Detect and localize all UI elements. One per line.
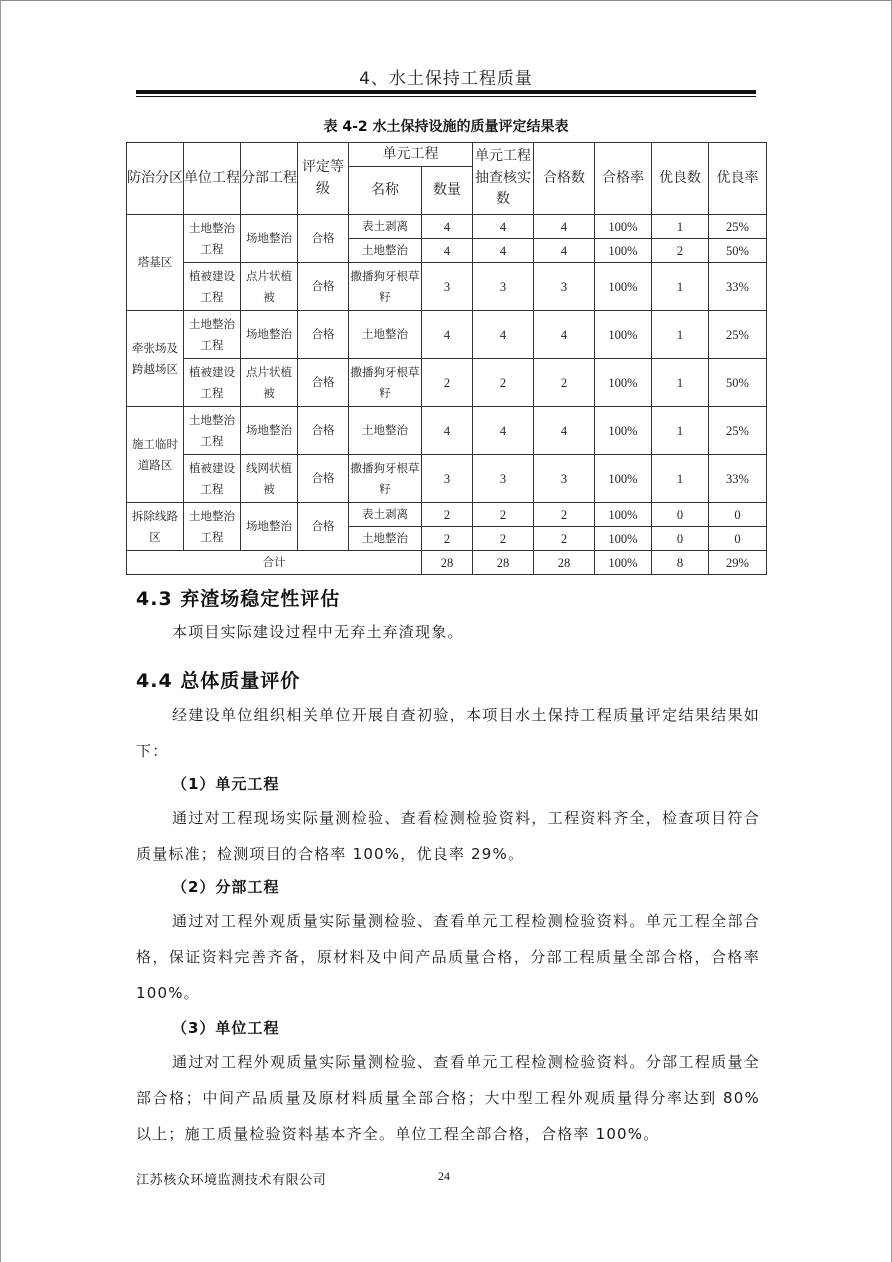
sampled-cell: 4: [473, 239, 534, 263]
unit-cell: 土地整治工程: [184, 311, 241, 359]
page-edge-left: [0, 0, 1, 1262]
element-name-cell: 土地整治: [349, 239, 422, 263]
qualified-cell: 4: [534, 311, 595, 359]
division-cell: 点片状植被: [241, 263, 298, 311]
header-rule-thick: [136, 90, 756, 94]
sampled-cell: 2: [473, 359, 534, 407]
total-qualified-rate: 100%: [595, 551, 652, 575]
unit-cell: 土地整治工程: [184, 407, 241, 455]
qualified-rate-cell: 100%: [595, 263, 652, 311]
page-number: 24: [438, 1169, 450, 1183]
excellent-rate-cell: 25%: [709, 311, 767, 359]
total-excellent-rate: 29%: [709, 551, 767, 575]
grade-cell: 合格: [298, 263, 349, 311]
division-cell: 场地整治: [241, 311, 298, 359]
qualified-cell: 4: [534, 239, 595, 263]
excellent-cell: 1: [652, 311, 709, 359]
excellent-rate-cell: 50%: [709, 239, 767, 263]
header-rule-thin: [136, 96, 756, 97]
header-element: 单元工程: [349, 143, 473, 167]
header-zone: 防治分区: [127, 143, 184, 215]
unit-cell: 植被建设工程: [184, 263, 241, 311]
excellent-cell: 0: [652, 503, 709, 527]
count-cell: 4: [422, 311, 473, 359]
grade-cell: 合格: [298, 311, 349, 359]
qualified-rate-cell: 100%: [595, 503, 652, 527]
total-excellent: 8: [652, 551, 709, 575]
element-name-cell: 撒播狗牙根草籽: [349, 263, 422, 311]
unit-cell: 土地整治工程: [184, 503, 241, 551]
section-4-4-heading: 4.4 总体质量评价: [136, 670, 301, 692]
qualified-cell: 4: [534, 407, 595, 455]
element-name-cell: 表土剥离: [349, 503, 422, 527]
total-count: 28: [422, 551, 473, 575]
unit-cell: 植被建设工程: [184, 455, 241, 503]
zone-cell: 牵张场及跨越场区: [127, 311, 184, 407]
qualified-rate-cell: 100%: [595, 359, 652, 407]
division-cell: 线网状植被: [241, 455, 298, 503]
excellent-rate-cell: 33%: [709, 263, 767, 311]
grade-cell: 合格: [298, 455, 349, 503]
excellent-cell: 1: [652, 359, 709, 407]
qualified-cell: 2: [534, 359, 595, 407]
sampled-cell: 3: [473, 263, 534, 311]
footer-company: 江苏核众环境监测技术有限公司: [136, 1173, 327, 1188]
sub3-body: 通过对工程外观质量实际量测检验、查看单元工程检测检验资料。分部工程质量全部合格；中间产品质量及原材料质量全部合格；大中型工程外观质量得分率达到 80%以上；施工质量检验资料基本齐全。单位工程全部合格，合格率 100%。: [136, 1053, 760, 1143]
grade-cell: 合格: [298, 503, 349, 551]
running-header: 4、水土保持工程质量: [359, 69, 533, 89]
division-cell: 点片状植被: [241, 359, 298, 407]
qualified-cell: 3: [534, 263, 595, 311]
table-row: [127, 263, 767, 311]
division-cell: 场地整治: [241, 503, 298, 551]
excellent-cell: 1: [652, 215, 709, 239]
sampled-cell: 2: [473, 527, 534, 551]
element-name-cell: 表土剥离: [349, 215, 422, 239]
sampled-cell: 4: [473, 407, 534, 455]
section-4-3-heading: 4.3 弃渣场稳定性评估: [136, 588, 341, 610]
count-cell: 4: [422, 239, 473, 263]
table-row: [127, 455, 767, 503]
header-excellent-rate: 优良率: [709, 143, 767, 215]
header-grade: 评定等级: [298, 143, 349, 215]
sub2-title: （2）分部工程: [172, 878, 280, 896]
unit-cell: 土地整治工程: [184, 215, 241, 263]
sampled-cell: 3: [473, 455, 534, 503]
qualified-rate-cell: 100%: [595, 215, 652, 239]
qualified-rate-cell: 100%: [595, 407, 652, 455]
count-cell: 3: [422, 455, 473, 503]
count-cell: 2: [422, 503, 473, 527]
zone-cell: 塔基区: [127, 215, 184, 311]
excellent-cell: 2: [652, 239, 709, 263]
grade-cell: 合格: [298, 407, 349, 455]
sampled-cell: 4: [473, 215, 534, 239]
division-cell: 场地整治: [241, 215, 298, 263]
sub1-body: 通过对工程现场实际量测检验、查看检测检验资料，工程资料齐全，检查项目符合质量标准；检测项目的合格率 100%，优良率 29%。: [136, 809, 760, 863]
zone-cell: 拆除线路区: [127, 503, 184, 551]
count-cell: 4: [422, 215, 473, 239]
excellent-cell: 1: [652, 407, 709, 455]
total-row: [127, 551, 767, 575]
qualified-cell: 2: [534, 503, 595, 527]
excellent-rate-cell: 50%: [709, 359, 767, 407]
excellent-rate-cell: 0: [709, 527, 767, 551]
count-cell: 4: [422, 407, 473, 455]
table-caption: 表 4-2 水土保持设施的质量评定结果表: [323, 119, 569, 135]
qualified-rate-cell: 100%: [595, 311, 652, 359]
header-element-name: 名称: [349, 167, 422, 215]
zone-cell: 施工临时道路区: [127, 407, 184, 503]
count-cell: 2: [422, 359, 473, 407]
total-qualified: 28: [534, 551, 595, 575]
header-sampled: 单元工程抽查核实数: [473, 143, 534, 215]
excellent-cell: 0: [652, 527, 709, 551]
count-cell: 2: [422, 527, 473, 551]
page-edge-top: [0, 0, 892, 1]
count-cell: 3: [422, 263, 473, 311]
header-element-count: 数量: [422, 167, 473, 215]
quality-table: [126, 142, 767, 575]
sampled-cell: 4: [473, 311, 534, 359]
total-sampled: 28: [473, 551, 534, 575]
excellent-rate-cell: 33%: [709, 455, 767, 503]
sub1-title: （1）单元工程: [172, 775, 280, 793]
sub3-title: （3）单位工程: [172, 1019, 280, 1037]
table-row: [127, 215, 767, 239]
qualified-cell: 3: [534, 455, 595, 503]
excellent-rate-cell: 25%: [709, 407, 767, 455]
grade-cell: 合格: [298, 359, 349, 407]
table-row: [127, 503, 767, 527]
table-row: [127, 407, 767, 455]
element-name-cell: 撒播狗牙根草籽: [349, 455, 422, 503]
header-unit: 单位工程: [184, 143, 241, 215]
section-4-3-body: 本项目实际建设过程中无弃土弃渣现象。: [172, 623, 464, 641]
excellent-cell: 1: [652, 263, 709, 311]
qualified-rate-cell: 100%: [595, 455, 652, 503]
excellent-rate-cell: 0: [709, 503, 767, 527]
qualified-rate-cell: 100%: [595, 239, 652, 263]
qualified-cell: 4: [534, 215, 595, 239]
header-excellent: 优良数: [652, 143, 709, 215]
total-label: 合计: [127, 551, 422, 575]
grade-cell: 合格: [298, 215, 349, 263]
division-cell: 场地整治: [241, 407, 298, 455]
element-name-cell: 土地整治: [349, 311, 422, 359]
qualified-cell: 2: [534, 527, 595, 551]
header-qualified-rate: 合格率: [595, 143, 652, 215]
header-qualified: 合格数: [534, 143, 595, 215]
sub2-body: 通过对工程外观质量实际量测检验、查看单元工程检测检验资料。单元工程全部合格，保证资料完善齐备，原材料及中间产品质量合格，分部工程质量全部合格，合格率 100%。: [136, 912, 760, 1002]
qualified-rate-cell: 100%: [595, 527, 652, 551]
excellent-rate-cell: 25%: [709, 215, 767, 239]
table-row: [127, 311, 767, 359]
section-4-4-intro: 经建设单位组织相关单位开展自查初验，本项目水土保持工程质量评定结果结果如下：: [136, 706, 760, 760]
table-row: [127, 359, 767, 407]
excellent-cell: 1: [652, 455, 709, 503]
sampled-cell: 2: [473, 503, 534, 527]
element-name-cell: 土地整治: [349, 527, 422, 551]
element-name-cell: 土地整治: [349, 407, 422, 455]
element-name-cell: 撒播狗牙根草籽: [349, 359, 422, 407]
unit-cell: 植被建设工程: [184, 359, 241, 407]
header-division: 分部工程: [241, 143, 298, 215]
